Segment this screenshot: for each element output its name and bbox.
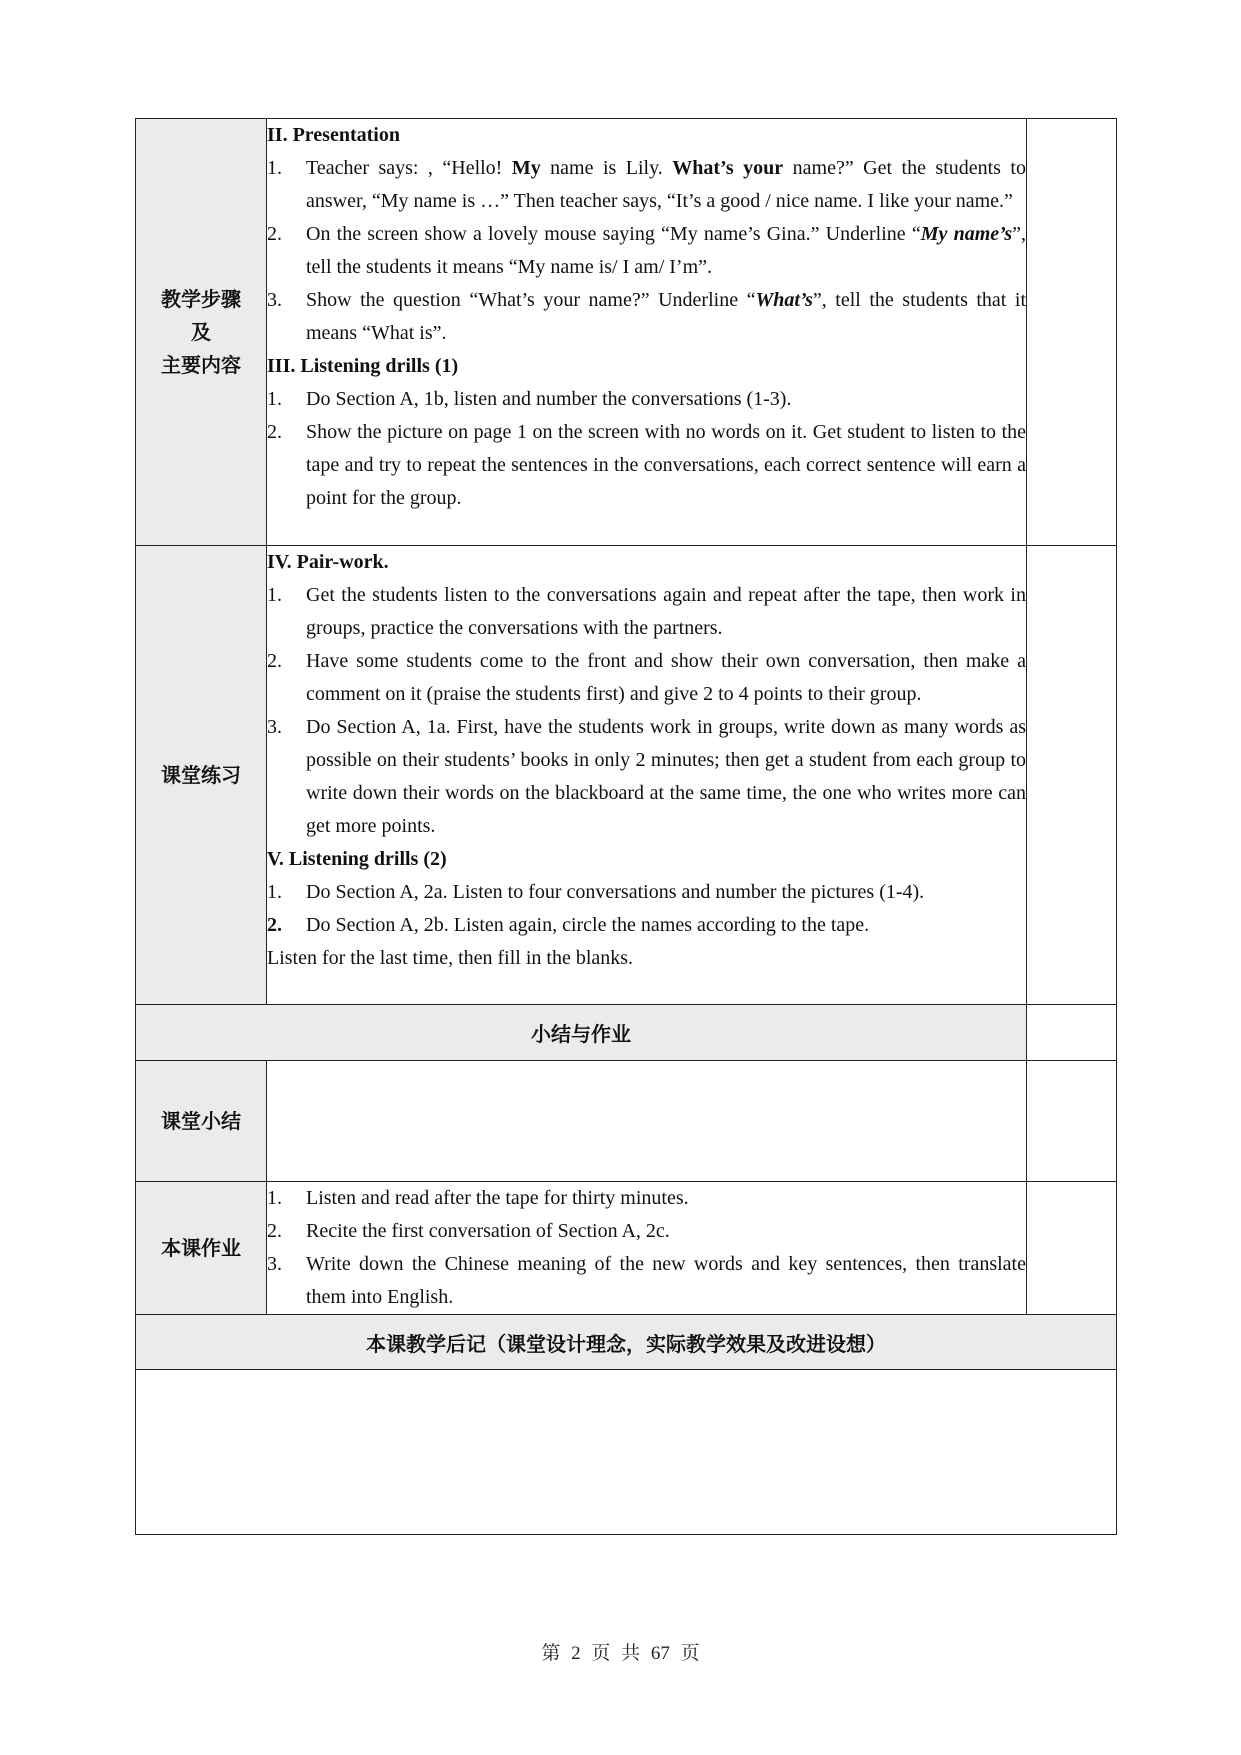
list-item-number: 1.	[267, 881, 282, 903]
list-item-text	[306, 876, 1026, 909]
text-run: Have some students come to the front and show their own conversation, then make a comment on it (praise the students first) and give 2 to 4 points to their group.	[306, 650, 1026, 705]
row-class-summary	[136, 1061, 1117, 1182]
text-run: What’s your	[672, 157, 784, 179]
list-item-number: 3.	[267, 289, 282, 311]
content-class-summary	[267, 1061, 1027, 1182]
list-item-number: 1.	[267, 584, 282, 606]
heading-presentation: II. Presentation	[267, 124, 400, 146]
list-item	[267, 284, 1026, 350]
heading-listening-2: V. Listening drills (2)	[267, 848, 447, 870]
side-notes-summary	[1027, 1061, 1117, 1182]
row-practice	[136, 546, 1117, 1005]
content-practice	[267, 546, 1027, 1005]
label-line-1: 教学步骤	[161, 286, 241, 311]
label-class-summary: 课堂小结	[136, 1061, 267, 1182]
content-teaching-steps	[267, 119, 1027, 546]
list-item-text	[306, 218, 1026, 284]
side-notes-homework	[1027, 1182, 1117, 1315]
list-item-text	[306, 711, 1026, 843]
text-run: Teacher says: , “Hello!	[306, 157, 512, 179]
list-item-text	[306, 1215, 1026, 1248]
list-item-number: 2.	[267, 650, 282, 672]
band-reflection: 本课教学后记（课堂设计理念，实际教学效果及改进设想）	[136, 1315, 1117, 1370]
band-summary-homework: 小结与作业	[136, 1005, 1027, 1061]
list-item	[267, 909, 1026, 942]
list-item-text	[306, 579, 1026, 645]
reflection-area	[136, 1370, 1117, 1535]
list-item-number: 1.	[267, 388, 282, 410]
final-line: Listen for the last time, then fill in the blanks.	[267, 947, 634, 969]
list-item	[267, 645, 1026, 711]
text-run: Do Section A, 1b, listen and number the conversations (1-3).	[306, 388, 792, 410]
row-teaching-steps	[136, 119, 1117, 546]
list-item-text	[306, 416, 1026, 515]
text-run: What’s	[755, 289, 813, 311]
heading-listening-1: III. Listening drills (1)	[267, 355, 459, 377]
list-listening-1	[267, 383, 1026, 515]
list-item-text	[306, 1248, 1026, 1314]
list-item-text	[306, 1182, 1026, 1215]
list-item	[267, 579, 1026, 645]
label-line-2: 及	[191, 319, 211, 344]
list-homework	[267, 1182, 1026, 1314]
list-item-text	[306, 909, 1026, 942]
text-run: My name’s	[920, 223, 1013, 245]
text-run: Do Section A, 1a. First, have the students work in groups, write down as many words as possible on their students’ books in only 2 minutes; then get a student from each group to write down their words on the blackboard at the same time, the one who writes more can get more points.	[306, 716, 1026, 837]
text-run: My	[511, 157, 541, 179]
text-run: Show the picture on page 1 on the screen with no words on it. Get student to listen to the tape and try to repeat the sentences in the conversations, each correct sentence will earn a point for the group.	[306, 421, 1026, 509]
list-pair-work	[267, 579, 1026, 843]
text-run: Get the students listen to the conversations again and repeat after the tape, then work in groups, practice the conversations with the partners.	[306, 584, 1026, 639]
text-run: ”, tell the students it means “My name is/ I am/ I’m”.	[306, 223, 1026, 278]
list-item	[267, 218, 1026, 284]
heading-pair-work: IV. Pair-work.	[267, 551, 389, 573]
list-item	[267, 416, 1026, 515]
side-notes-band	[1027, 1005, 1117, 1061]
list-item-number: 3.	[267, 1253, 282, 1275]
row-reflection	[136, 1370, 1117, 1535]
text-run: Write down the Chinese meaning of the new words and key sentences, then translate them into English.	[306, 1253, 1026, 1308]
content-homework	[267, 1182, 1027, 1315]
side-notes-steps	[1027, 119, 1117, 546]
list-item	[267, 1215, 1026, 1248]
list-item-number: 2.	[267, 914, 282, 936]
side-notes-practice	[1027, 546, 1117, 1005]
list-item-text	[306, 645, 1026, 711]
list-item	[267, 876, 1026, 909]
list-item-number: 2.	[267, 1220, 282, 1242]
lesson-plan-table	[135, 118, 1117, 1535]
list-item	[267, 711, 1026, 843]
row-reflection-band	[136, 1315, 1117, 1370]
list-item-text	[306, 284, 1026, 350]
list-item-number: 1.	[267, 1187, 282, 1209]
list-item-number: 1.	[267, 157, 282, 179]
text-run: Do Section A, 2a. Listen to four conversations and number the pictures (1-4).	[306, 881, 925, 903]
page-footer: 第 2 页 共 67 页	[541, 1643, 700, 1664]
list-item-text	[306, 383, 1026, 416]
list-item-number: 2.	[267, 421, 282, 443]
list-item	[267, 152, 1026, 218]
text-run: Show the question “What’s your name?” Underline “	[306, 289, 756, 311]
text-run: Listen and read after the tape for thirty minutes.	[306, 1187, 689, 1209]
label-homework: 本课作业	[136, 1182, 267, 1315]
list-item-number: 3.	[267, 716, 282, 738]
label-teaching-steps	[136, 119, 267, 546]
text-run: On the screen show a lovely mouse saying “My name’s Gina.” Underline “	[306, 223, 921, 245]
text-run: Recite the first conversation of Section A, 2c.	[306, 1220, 670, 1242]
list-item	[267, 1182, 1026, 1215]
list-listening-2	[267, 876, 1026, 942]
label-practice: 课堂练习	[136, 546, 267, 1005]
list-item	[267, 1248, 1026, 1314]
row-homework	[136, 1182, 1117, 1315]
text-run: name is Lily.	[540, 157, 673, 179]
text-run: name?” Get the students to answer, “My name is …” Then teacher says, “It’s a good / nice name. I like your name.”	[306, 157, 1026, 212]
list-item-text	[306, 152, 1026, 218]
list-item-number: 2.	[267, 223, 282, 245]
text-run: ”, tell the students that it means “What is”.	[306, 289, 1026, 344]
text-run: Do Section A, 2b. Listen again, circle the names according to the tape.	[306, 914, 870, 936]
row-summary-band	[136, 1005, 1117, 1061]
label-line-3: 主要内容	[161, 352, 241, 377]
list-presentation	[267, 152, 1026, 350]
list-item	[267, 383, 1026, 416]
